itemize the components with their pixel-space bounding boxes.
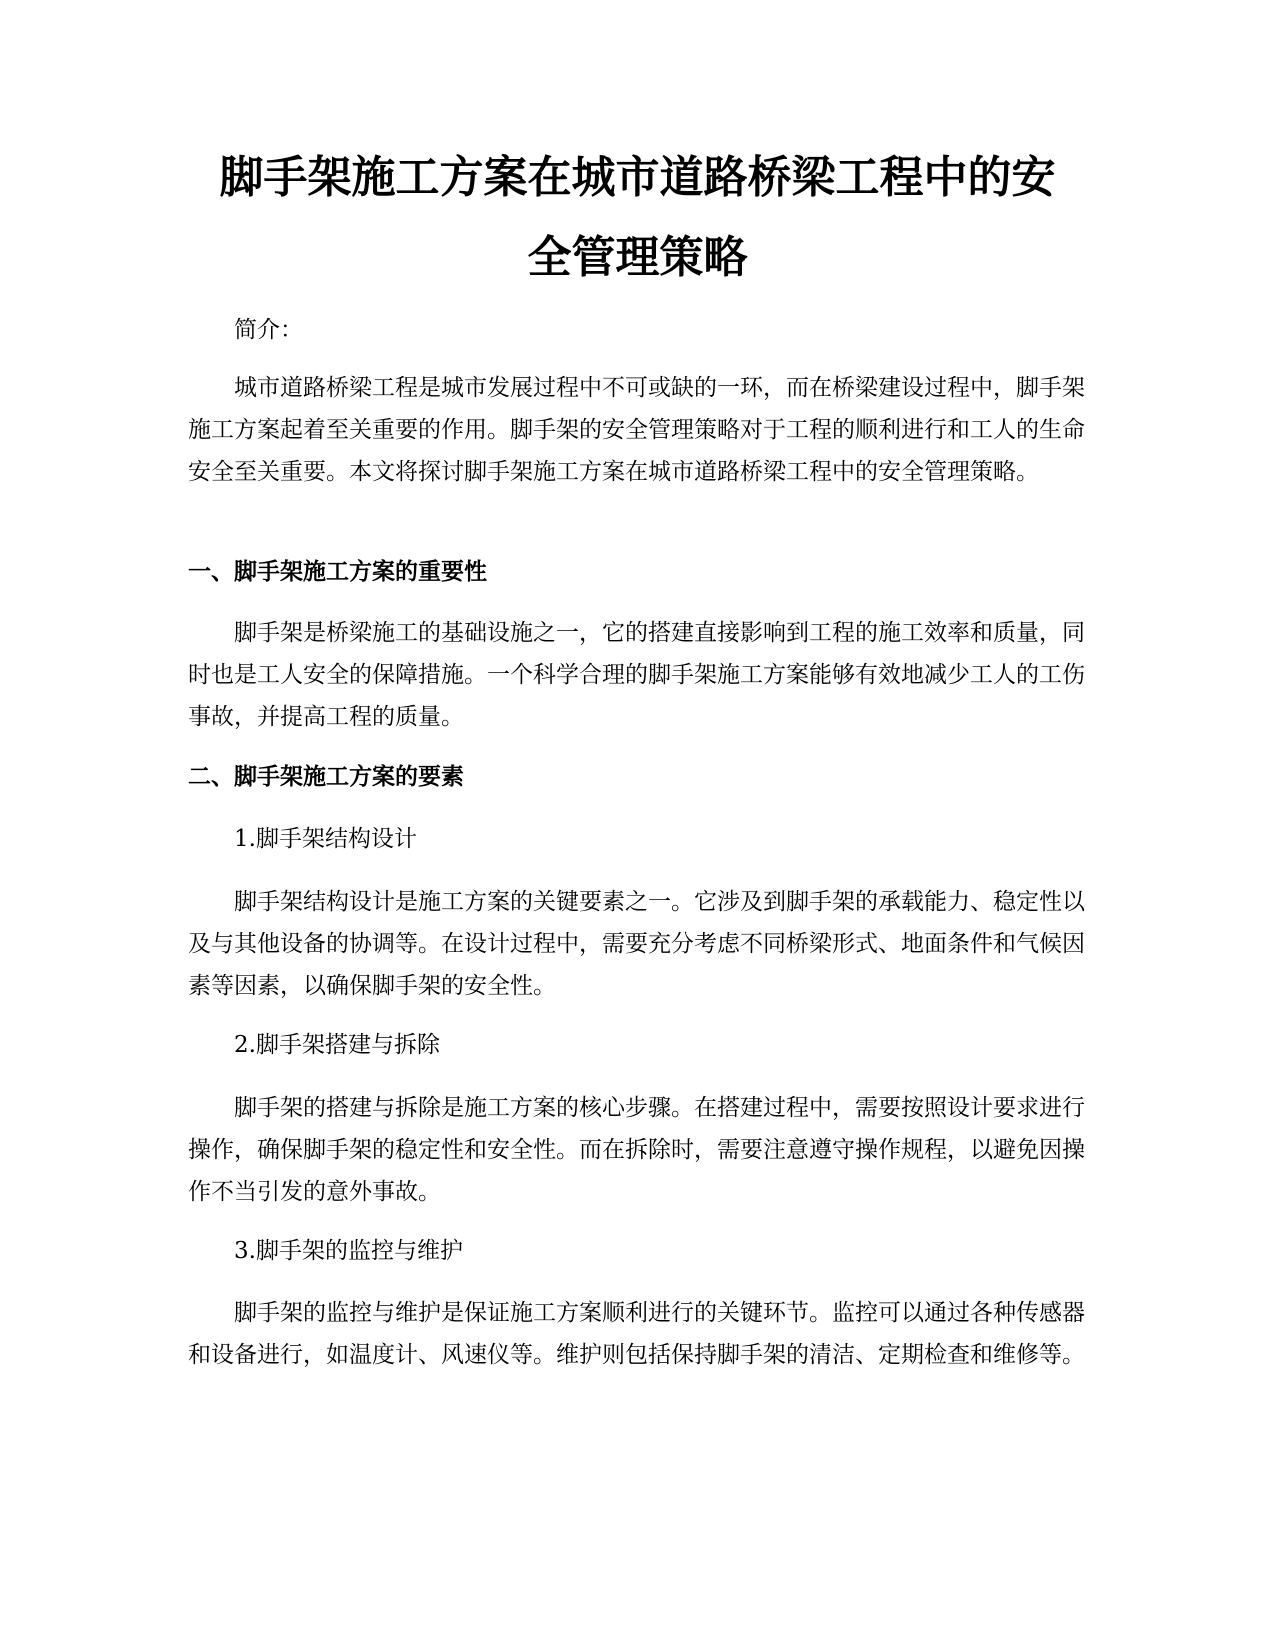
subsection-2-heading: 2.脚手架搭建与拆除: [234, 1032, 440, 1058]
subsection-1-paragraph: 脚手架结构设计是施工方案的关键要素之一。它涉及到脚手架的承载能力、稳定性以及与其他设备的协调等。在设计过程中，需要充分考虑不同桥梁形式、地面条件和气候因素等因素，以确保脚手架的安全性。: [188, 889, 1085, 999]
subsection-3-paragraph: 脚手架的监控与维护是保证施工方案顺利进行的关键环节。监控可以通过各种传感器和设备进行，如温度计、风速仪等。维护则包括保持脚手架的清洁、定期检查和维修等。: [188, 1300, 1085, 1368]
section-2-heading: 二、脚手架施工方案的要素: [188, 764, 464, 790]
section-1-heading: 一、脚手架施工方案的重要性: [188, 559, 487, 585]
subsection-3-heading: 3.脚手架的监控与维护: [234, 1238, 463, 1264]
subsection-1-heading: 1.脚手架结构设计: [234, 826, 417, 852]
section-1-paragraph: 脚手架是桥梁施工的基础设施之一，它的搭建直接影响到工程的施工效率和质量，同时也是工人安全的保障措施。一个科学合理的脚手架施工方案能够有效地减少工人的工伤事故，并提高工程的质量。: [188, 620, 1085, 730]
intro-paragraph: 城市道路桥梁工程是城市发展过程中不可或缺的一环，而在桥梁建设过程中，脚手架施工方案起着至关重要的作用。脚手架的安全管理策略对于工程的顺利进行和工人的生命安全至关重要。本文将探讨脚手架施工方案在城市道路桥梁工程中的安全管理策略。: [188, 375, 1085, 485]
intro-label: 简介：: [234, 317, 303, 343]
subsection-2-paragraph: 脚手架的搭建与拆除是施工方案的核心步骤。在搭建过程中，需要按照设计要求进行操作，确保脚手架的稳定性和安全性。而在拆除时，需要注意遵守操作规程，以避免因操作不当引发的意外事故。: [188, 1095, 1085, 1205]
document-title-line-1: 脚手架施工方案在城市道路桥梁工程中的安: [219, 152, 1056, 203]
document-title-line-2: 全管理策略: [527, 232, 748, 283]
